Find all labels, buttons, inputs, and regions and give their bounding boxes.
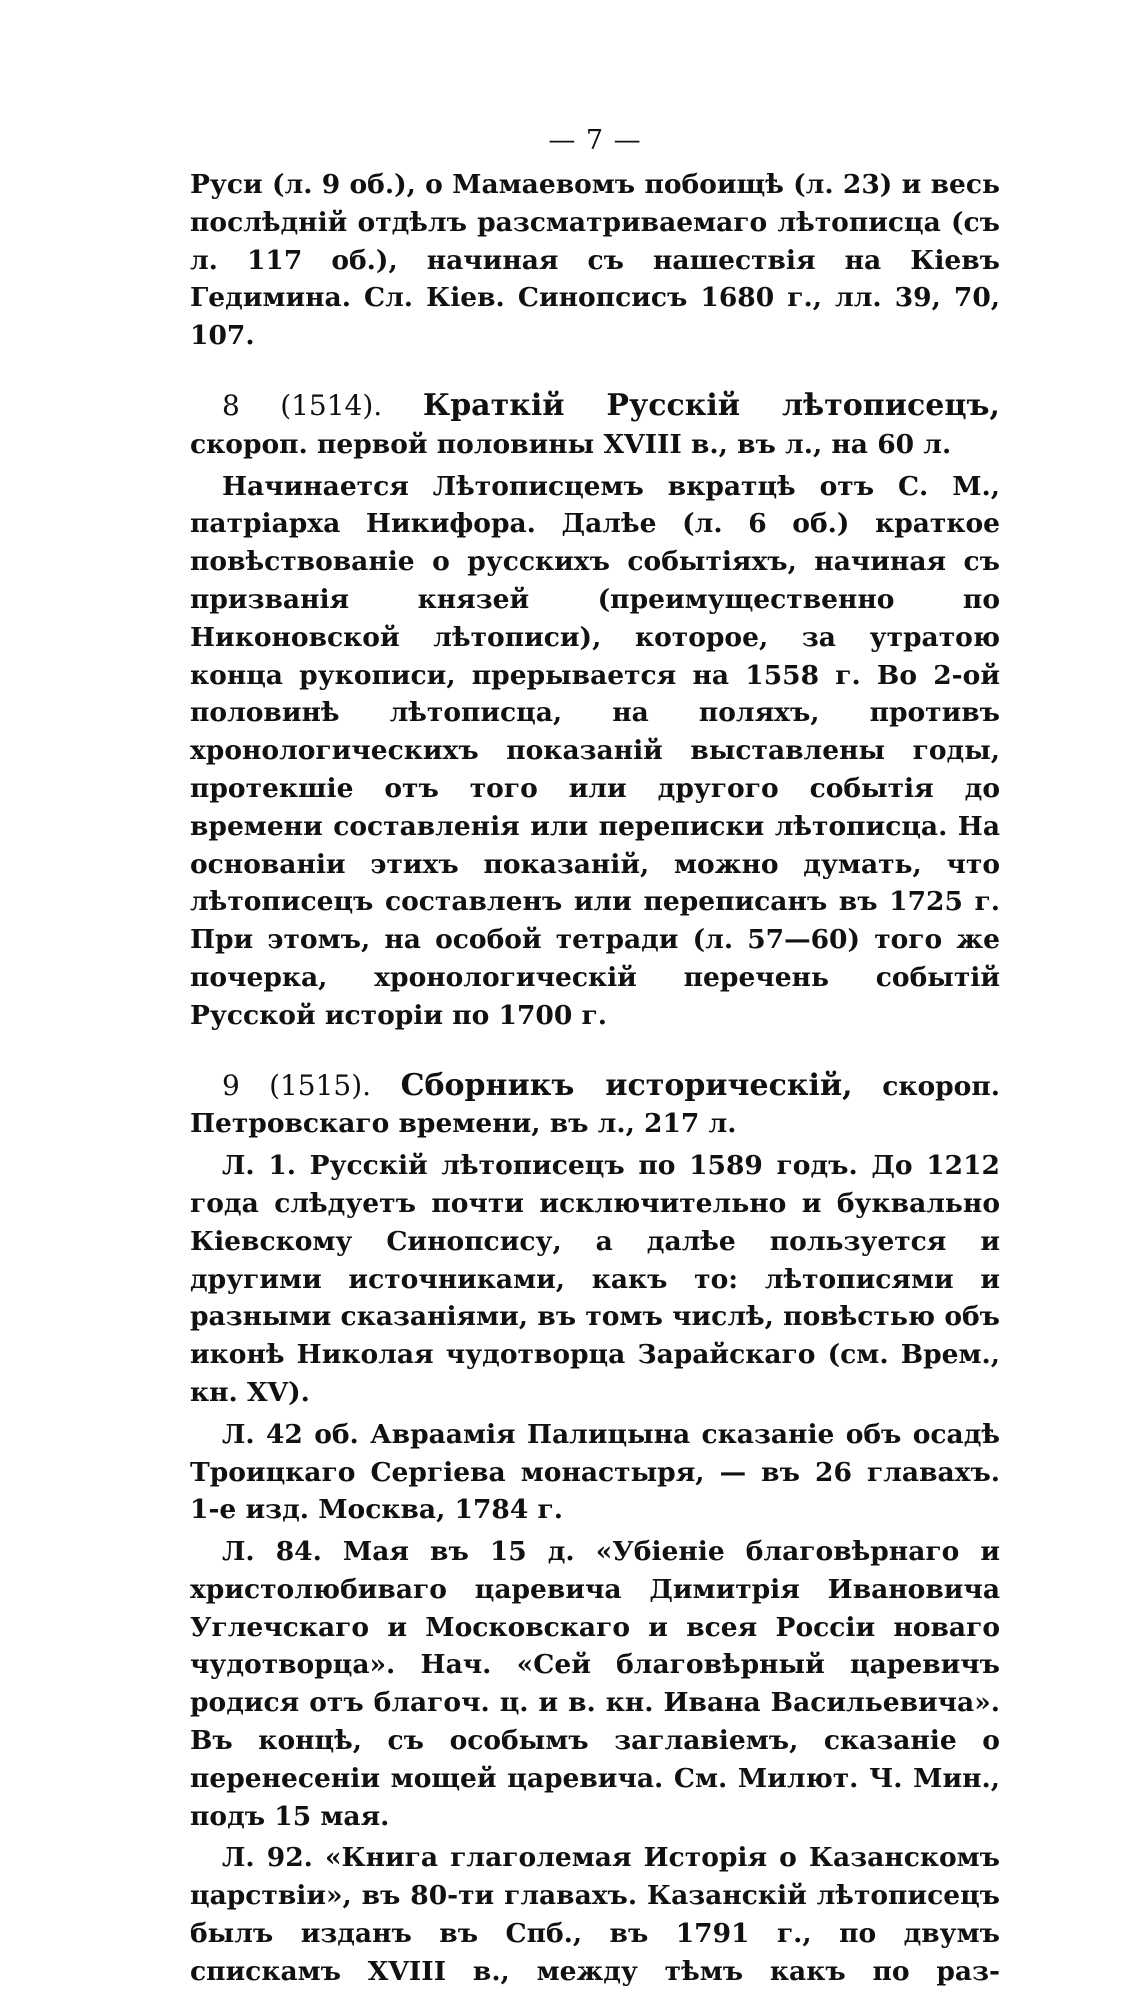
page-number: — 7 — [548,125,642,156]
entry-8-heading [190,387,1000,464]
entry-9-item-4: Л. 92. «Книга глаголемая Исторія о Казанскомъ царствіи», въ 80-ти главахъ. Казанскій лѣтописецъ былъ изданъ въ Спб., въ 1791 г., по двумъ спискамъ XVIII в., между тѣмъ какъ по раз- [190,1842,1000,1987]
entry-8-description: скороп. первой половины XVIII в., въ л., на 60 л. [190,428,952,460]
entry-9-item-2: Л. 42 об. Авраамія Палицына сказаніе объ осадѣ Троицкаго Сергіева монастыря, — въ 26 главахъ. 1-е изд. Москва, 1784 г. [190,1418,1000,1526]
paragraph-continuation: Руси (л. 9 об.), о Мамаевомъ побоищѣ (л. 23) и весь послѣдній отдѣлъ разсматриваемаго лѣтописца (съ л. 117 об.), начиная съ нашествія на Кіевъ Гедимина. Сл. Кіев. Синопсисъ 1680 г., лл. 39, 70, 107. [190,169,1000,352]
entry-8-body: Начинается Лѣтописцемъ вкратцѣ отъ С. М., патріарха Никифора. Далѣе (л. 6 об.) краткое повѣствованіе о русскихъ событіяхъ, начиная съ призванія князей (преимущественно по Никоновской лѣтописи), которое, за утратою конца рукописи, прерывается на 1558 г. Во 2-ой половинѣ лѣтописца, на поляхъ, противъ хронологическихъ показаній выставлены годы, протекшіе отъ того или другого событія до времени составленія или переписки лѣтописца. На основаніи этихъ показаній, можно думать, что лѣтописецъ составленъ или переписанъ въ 1725 г. При этомъ, на особой тетради (л. 57—60) того же почерка, хронологическій перечень событій Русской исторіи по 1700 г. [190,470,1000,1031]
entry-9-item-3: Л. 84. Мая въ 15 д. «Убіеніе благовѣрнаго и христолюбиваго царевича Димитрія Ивановича Углечскаго и Московскаго и всея Россіи новаго чудотворца». Нач. «Сей благовѣрный царевичъ родися отъ благоч. ц. и в. кн. Ивана Васильевича». Въ концѣ, съ особымъ заглавіемъ, сказаніе о перенесеніи мощей царевича. См. Милют. Ч. Мин., подъ 15 мая. [190,1536,1000,1832]
entry-8-title: Краткій Русскій лѣтописецъ, [422,387,1000,423]
entry-9-heading [190,1067,1000,1144]
entry-9-description: скороп. Петровскаго времени, въ л., 217 л. [190,1070,1000,1140]
entry-9-item-1: Л. 1. Русскій лѣтописецъ по 1589 годъ. До 1212 года слѣдуетъ почти исключительно и буквально Кіевскому Синопсису, а далѣе пользуется и другими источниками, какъ то: лѣтописями и разными сказаніями, въ томъ числѣ, повѣстью объ иконѣ Николая чудотворца Зарайскаго (см. Врем., кн. XV). [190,1150,1000,1408]
entry-9-number: 9 (1515). [222,1068,372,1102]
entry-9-title: Сборникъ историческій, [400,1067,853,1103]
entry-8-number: 8 (1514). [222,388,383,422]
document-page [190,125,1000,1991]
